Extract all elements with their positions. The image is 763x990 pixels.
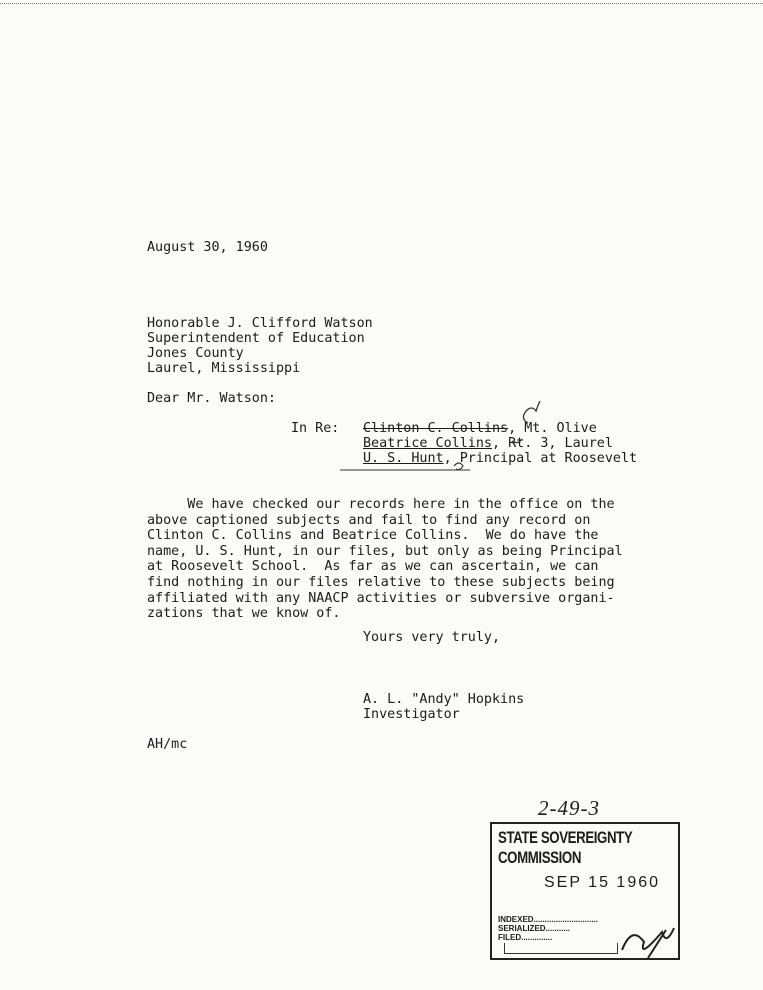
signature-name: A. L. "Andy" Hopkins — [363, 692, 525, 707]
in-re-name: Beatrice Collins — [363, 436, 492, 451]
signature-title: Investigator — [363, 707, 460, 722]
in-re-label: In Re: — [291, 421, 340, 436]
stamp-title: STATE SOVEREIGNTY COMMISSION — [498, 828, 633, 867]
addressee-line-3: Jones County — [147, 346, 244, 361]
in-re-detail: Mt. Olive — [524, 421, 597, 436]
closing: Yours very truly, — [363, 630, 501, 645]
in-re-item: U. S. Hunt, Principal at Roosevelt — [363, 451, 638, 466]
addressee-line-4: Laurel, Mississippi — [147, 361, 301, 376]
in-re-name: Clinton C. Collins — [363, 421, 509, 436]
in-re-item: Clinton C. Collins, Mt. Olive — [363, 421, 597, 436]
stamp-serialized: SERIALIZED........... — [498, 924, 571, 933]
in-re-detail: Principal at Roosevelt — [459, 451, 638, 466]
salutation: Dear Mr. Watson: — [147, 391, 276, 406]
letter-body: We have checked our records here in the office on the above captioned subjects and fail to find any record on Clinton C. Collins and Beatrice Collins. We do have the name, U. S. Hunt, in our files, but only as being Principal at Roosevelt School. As far as we can ascertain, we can find nothing in our files relative to these subjects being affiliated with any NAACP activities or subversive organi- zations that we know of. — [147, 497, 623, 622]
stamp-indexed: INDEXED............................. — [498, 915, 599, 924]
letter-date: August 30, 1960 — [147, 240, 268, 255]
in-re-name: U. S. Hunt — [363, 451, 444, 466]
stamp-filed: FILED.............. — [498, 933, 553, 942]
stamp-date: SEP 15 1960 — [544, 874, 661, 891]
typist-initials: AH/mc — [147, 737, 188, 752]
in-re-detail: Rt. 3, Laurel — [508, 436, 613, 451]
in-re-item: Beatrice Collins, Rt. 3, Laurel — [363, 436, 613, 451]
stamp-bar — [504, 943, 618, 954]
addressee-line-2: Superintendent of Education — [147, 331, 365, 346]
addressee-line-1: Honorable J. Clifford Watson — [147, 316, 373, 331]
received-stamp — [490, 822, 680, 960]
file-number: 2-49-3 — [538, 796, 600, 820]
